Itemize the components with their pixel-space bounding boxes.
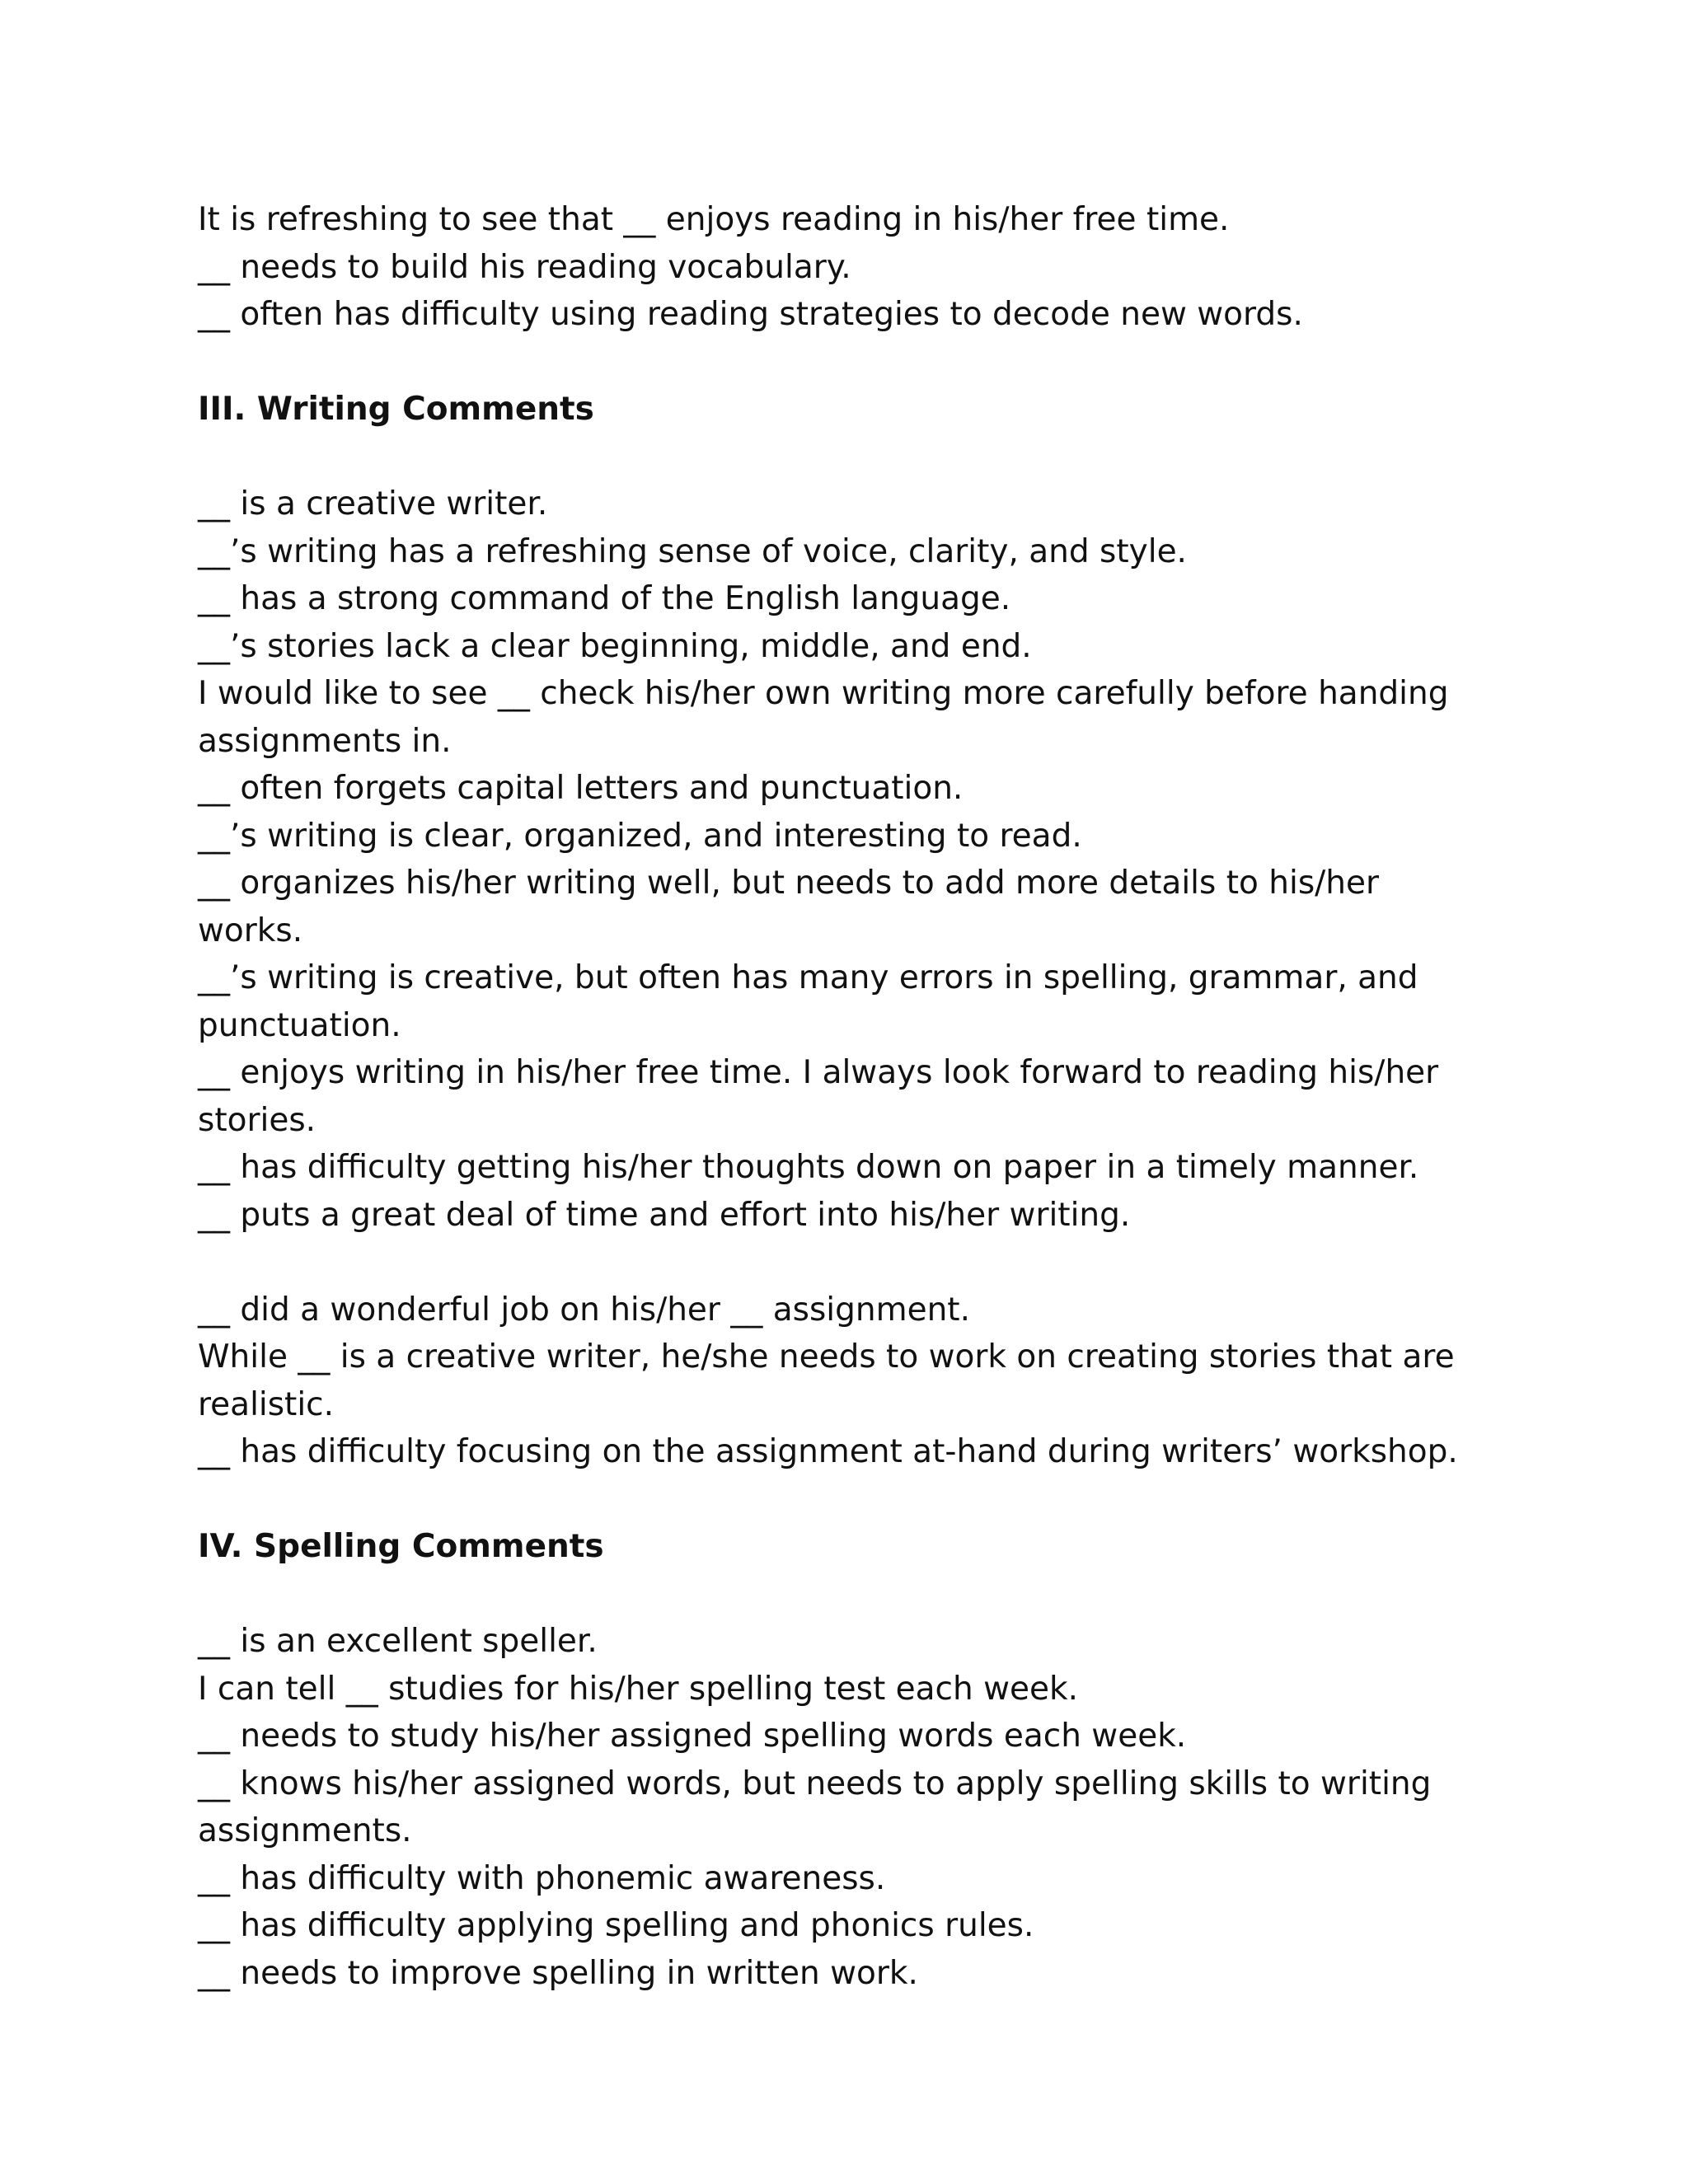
comment-line: __ has difficulty getting his/her thoughts down on paper in a timely manner. <box>198 1149 1419 1186</box>
section-heading-writing: III. Writing Comments <box>198 391 594 428</box>
comment-line: It is refreshing to see that __ enjoys reading in his/her free time. <box>198 201 1230 238</box>
blank-line <box>198 1239 1484 1286</box>
blank-line <box>198 339 1484 387</box>
comment-line: __ organizes his/her writing well, but needs to add more details to his/her works. <box>198 865 1380 949</box>
blank-line <box>198 1571 1484 1619</box>
comment-line: __ knows his/her assigned words, but needs to apply spelling skills to writing assignments. <box>198 1765 1432 1849</box>
comment-line: __ needs to build his reading vocabulary. <box>198 248 851 286</box>
comment-line: __ puts a great deal of time and effort into his/her writing. <box>198 1196 1131 1234</box>
comment-line: __ has difficulty with phonemic awareness. <box>198 1859 886 1897</box>
comment-line: __ has difficulty applying spelling and phonics rules. <box>198 1907 1034 1944</box>
comment-line: __ needs to study his/her assigned spelling words each week. <box>198 1718 1187 1755</box>
comment-line: __’s writing has a refreshing sense of voice, clarity, and style. <box>198 532 1187 570</box>
blank-line <box>198 1476 1484 1524</box>
section-heading-spelling: IV. Spelling Comments <box>198 1528 604 1565</box>
comment-line: __’s writing is clear, organized, and interesting to read. <box>198 817 1082 855</box>
comment-line: I can tell __ studies for his/her spelling test each week. <box>198 1670 1078 1708</box>
comment-line: __’s stories lack a clear beginning, middle, and end. <box>198 627 1032 665</box>
comment-line: __ is a creative writer. <box>198 485 548 523</box>
comment-line: __ has difficulty focusing on the assignment at-hand during writers’ workshop. <box>198 1433 1458 1470</box>
document-page <box>198 196 1484 1997</box>
comment-line: While __ is a creative writer, he/she needs to work on creating stories that are realistic. <box>198 1338 1455 1423</box>
blank-line <box>198 434 1484 481</box>
comment-line: __ needs to improve spelling in written work. <box>198 1954 918 1992</box>
comment-line: __ is an excellent speller. <box>198 1623 598 1660</box>
comment-line: __ often forgets capital letters and punctuation. <box>198 770 964 807</box>
comment-line: __ often has difficulty using reading strategies to decode new words. <box>198 296 1303 333</box>
comment-line: __ has a strong command of the English language. <box>198 580 1011 617</box>
comment-line: I would like to see __ check his/her own writing more carefully before handing assignments in. <box>198 675 1449 760</box>
comment-line: __ did a wonderful job on his/her __ assignment. <box>198 1291 970 1329</box>
comment-line: __’s writing is creative, but often has many errors in spelling, grammar, and punctuation. <box>198 959 1418 1044</box>
comment-line: __ enjoys writing in his/her free time. I always look forward to reading his/her stories. <box>198 1054 1439 1139</box>
